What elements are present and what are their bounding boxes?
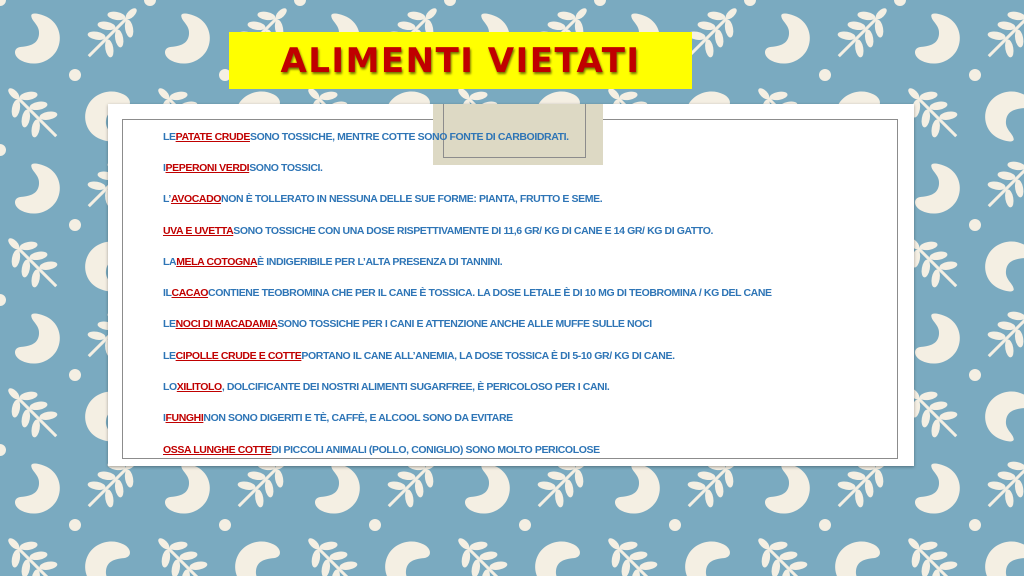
- page-title: ALIMENTI VIETATI: [280, 40, 641, 81]
- list-item: LO XILITOLO , DOLCIFICANTE DEI NOSTRI ALIMENTI SUGARFREE, È PERICOLOSO PER I CANI.: [163, 381, 610, 394]
- title-banner: [229, 32, 692, 89]
- list-item: LE NOCI DI MACADAMIA SONO TOSSICHE PER I CANI E ATTENZIONE ANCHE ALLE MUFFE SULLE NOCI: [163, 318, 652, 331]
- food-name: MELA COTOGNA: [176, 255, 258, 268]
- list-item: LE PATATE CRUDE SONO TOSSICHE, MENTRE COTTE SONO FONTE DI CARBOIDRATI.: [163, 130, 569, 143]
- list-item: LE CIPOLLE CRUDE E COTTE PORTANO IL CANE ALL’ANEMIA, LA DOSE TOSSICA È DI 5-10 GR/ KG DI CANE.: [163, 349, 675, 362]
- food-name: NOCI DI MACADAMIA: [175, 318, 278, 331]
- food-name: CACAO: [171, 287, 209, 300]
- food-name: FUNGHI: [165, 412, 204, 425]
- food-name: UVA E UVETTA: [163, 224, 234, 237]
- list-item: UVA E UVETTA SONO TOSSICHE CON UNA DOSE RISPETTIVAMENTE DI 11,6 GR/ KG DI CANE E 14 GR/ KG DI GATTO.: [163, 224, 714, 237]
- food-name: CIPOLLE CRUDE E COTTE: [175, 349, 302, 362]
- forbidden-foods-list: [163, 121, 903, 465]
- list-item: IL CACAO CONTIENE TEOBROMINA CHE PER IL CANE È TOSSICA. LA DOSE LETALE È DI 10 MG DI TEOBROMINA / KG DEL CANE: [163, 287, 772, 300]
- list-item: I FUNGHI NON SONO DIGERITI E TÈ, CAFFÈ, E ALCOOL SONO DA EVITARE: [163, 412, 513, 425]
- food-name: OSSA LUNGHE COTTE: [163, 443, 272, 456]
- food-name: PEPERONI VERDI: [165, 161, 250, 174]
- food-name: PATATE CRUDE: [175, 130, 250, 143]
- content-panel: [108, 104, 914, 466]
- list-item: L’ AVOCADO NON È TOLLERATO IN NESSUNA DELLE SUE FORME: PIANTA, FRUTTO E SEME.: [163, 193, 603, 206]
- list-item: I PEPERONI VERDI SONO TOSSICI.: [163, 161, 323, 174]
- food-name: AVOCADO: [170, 193, 222, 206]
- list-item: LA MELA COTOGNA È INDIGERIBILE PER L’ALTA PRESENZA DI TANNINI.: [163, 255, 503, 268]
- list-item: OSSA LUNGHE COTTE DI PICCOLI ANIMALI (POLLO, CONIGLIO) SONO MOLTO PERICOLOSE: [163, 443, 600, 456]
- food-name: XILITOLO: [176, 381, 222, 394]
